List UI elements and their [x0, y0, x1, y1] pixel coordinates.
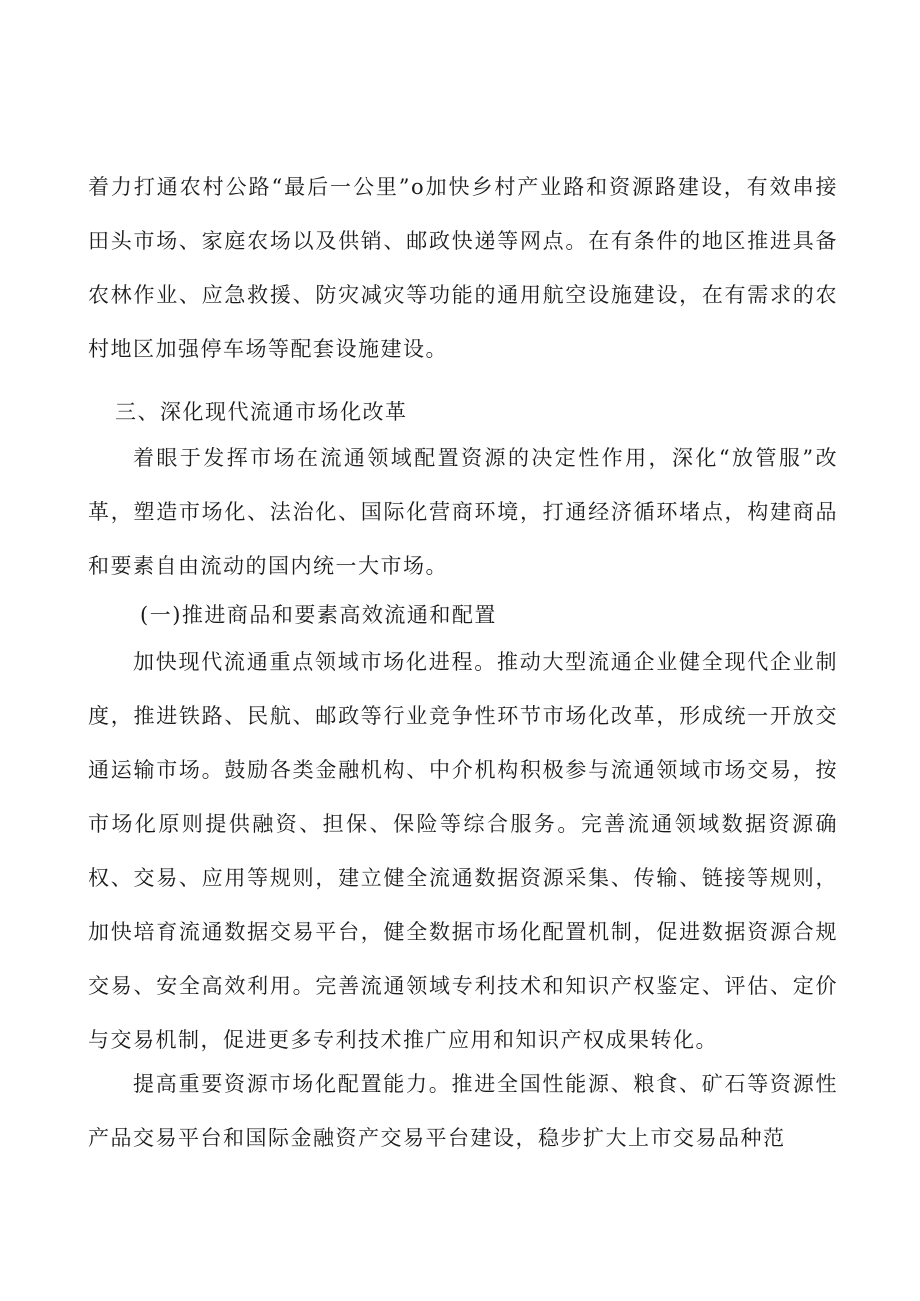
paragraph-key-areas-marketization: 加快现代流通重点领域市场化进程。推动大型流通企业健全现代企业制度，推进铁路、民航、邮政等行业竞争性环节市场化改革，形成统一开放交通运输市场。鼓励各类金融机构、中介机构积极参与流通领域市场交易，按市场化原则提供融资、担保、保险等综合服务。完善流通领域数据资源确权、交易、应用等规则，建立健全流通数据资源采集、传输、链接等规则，加快培育流通数据交易平台，健全数据市场化配置机制，促进数据资源合规交易、安全高效利用。完善流通领域专利技术和知识产权鉴定、评估、定价与交易机制，促进更多专利技术推广应用和知识产权成果转化。 — [88, 650, 838, 1052]
paragraph-rural-roads: 着力打通农村公路“最后一公里”o加快乡村产业路和资源路建设，有效串接田头市场、家庭农场以及供销、邮政快递等网点。在有条件的地区推进具备农林作业、应急救援、防灾减灾等功能的通用航空设施建设，在有需求的农村地区加强停车场等配套设施建设。 — [88, 175, 838, 361]
subsection-heading-1: (一)推进商品和要素高效流通和配置 — [140, 603, 497, 627]
section-heading-3: 三、深化现代流通市场化改革 — [115, 400, 408, 424]
paragraph-resource-allocation: 提高重要资源市场化配置能力。推进全国性能源、粮食、矿石等资源性产品交易平台和国际金融资产交易平台建设，稳步扩大上市交易品种范 — [88, 1072, 838, 1150]
paragraph-market-reform-intro: 着眼于发挥市场在流通领域配置资源的决定性作用，深化“放管服”改革，塑造市场化、法治化、国际化营商环境，打通经济循环堵点，构建商品和要素自由流动的国内统一大市场。 — [88, 446, 838, 578]
